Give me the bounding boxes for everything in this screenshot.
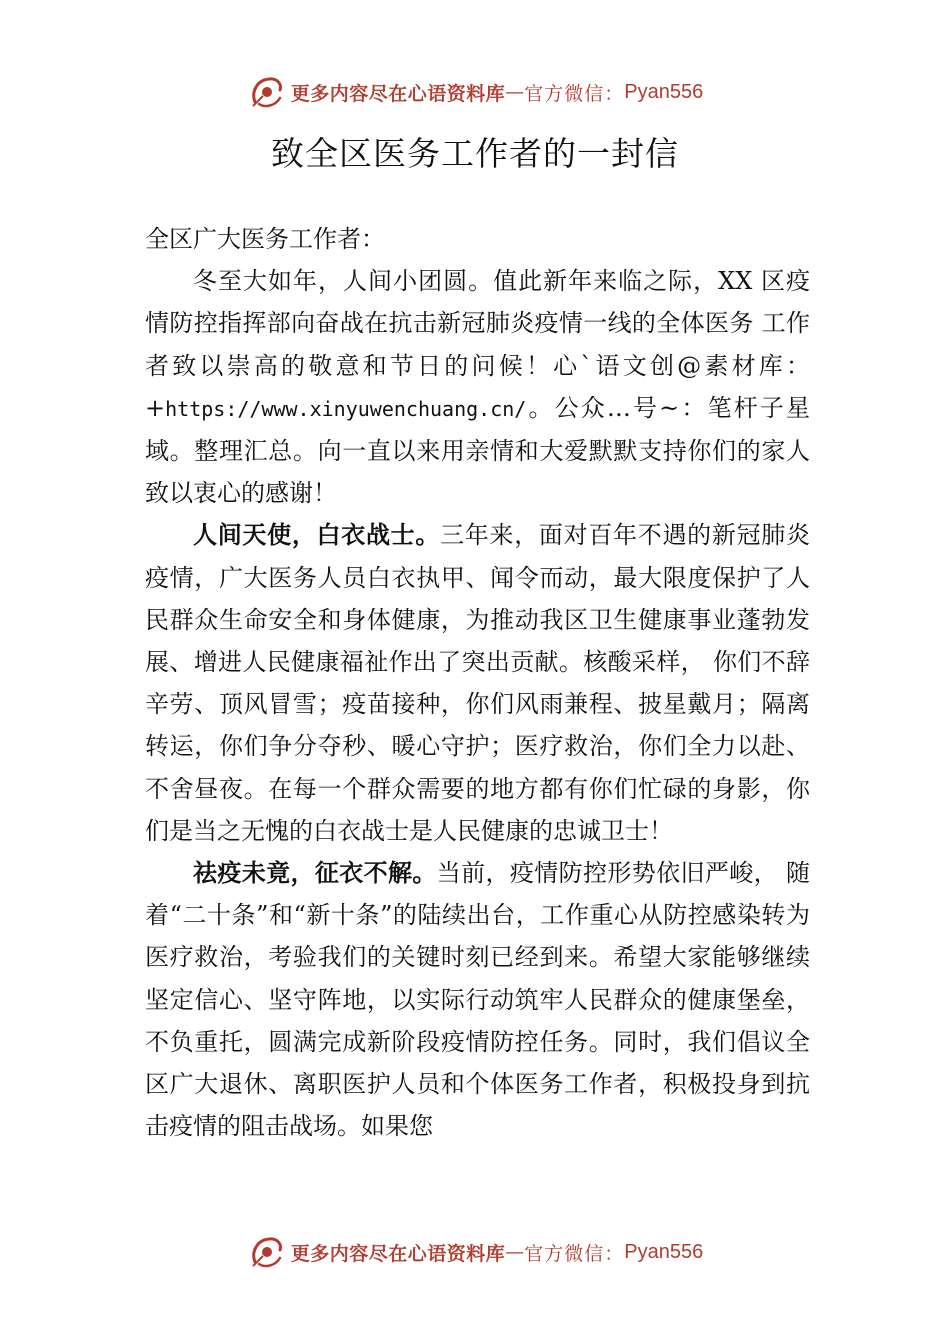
website-url: https://www.xinyuwenchuang.cn/ bbox=[165, 396, 527, 421]
paragraph-1-text-end: 。公众…号~：笔杆子星域。整理汇总。向一直以来用亲情和大爱默默支持你们的家人致以衷心的感谢！ bbox=[145, 393, 810, 508]
banner-wechat-id: Pyan556 bbox=[624, 80, 704, 103]
banner-wechat-label: 官方微信： bbox=[524, 82, 625, 105]
paragraph-3-lead: 祛疫未竟，征衣不解。 bbox=[193, 859, 437, 888]
logo-icon bbox=[247, 72, 287, 112]
logo-icon bbox=[247, 1232, 287, 1272]
salutation: 全区广大医务工作者： bbox=[145, 225, 385, 253]
paragraph-2-lead: 人间天使，白衣战士。 bbox=[193, 521, 441, 550]
banner-text: 更多内容尽在心语资料库 bbox=[290, 1242, 506, 1265]
banner-wechat-id: Pyan556 bbox=[624, 1240, 704, 1263]
paragraph-3 bbox=[145, 852, 810, 1147]
banner-text: 更多内容尽在心语资料库 bbox=[290, 82, 506, 105]
banner-separator: — bbox=[505, 1241, 525, 1263]
banner-separator: — bbox=[505, 81, 525, 103]
paragraph-2-text: 三年来，面对百年不遇的新冠肺炎疫情，广大医务人员白衣执甲、闻令而动，最大限度保护了人民群众生命安全和身体健康，为推动我区卫生健康事业蓬勃发展、增进人民健康福祉作出了突出贡献。核酸采样， 你们不辞辛劳、顶风冒雪；疫苗接种，你们风雨兼程、披星戴月；隔离转运，你们争分夺秒、暖心守护；医疗救治，你们全力以赴、不舍昼夜。在每一个群众需要的地方都有你们忙碌的身影，你们是当之无愧的白衣战士是人民健康的忠诚卫士！ bbox=[145, 521, 811, 845]
paragraph-2 bbox=[145, 514, 810, 852]
paragraph-1 bbox=[145, 260, 810, 514]
document-title: 致全区医务工作者的一封信 bbox=[271, 134, 679, 173]
paragraph-3-text: 当前，疫情防控形势依旧严峻， 随着“二十条”和“新十条”的陆续出台，工作重心从防控感染转为医疗救治，考验我们的关键时刻已经到来。希望大家能够继续坚定信心、坚守阵地，以实际行动筑牢人民群众的健康堡垒，不负重托，圆满完成新阶段疫情防控任务。同时，我们倡议全区广大退休、离职医护人员和个体医务工作者，积极投身到抗击疫情的阻击战场。如果您 bbox=[145, 859, 810, 1141]
document-body bbox=[145, 218, 810, 1147]
footer-banner bbox=[0, 1232, 950, 1272]
header-banner bbox=[0, 72, 950, 112]
paragraph-1-text: 冬至大如年，人间小团圆。值此新年来临之际，XX 区疫情防控指挥部向奋战在抗击新冠肺炎疫情一线的全体医务 工作者致以崇高的敬意和节日的问候！心`语文创@素材库：+ bbox=[145, 267, 810, 422]
banner-wechat-label: 官方微信： bbox=[524, 1242, 625, 1265]
